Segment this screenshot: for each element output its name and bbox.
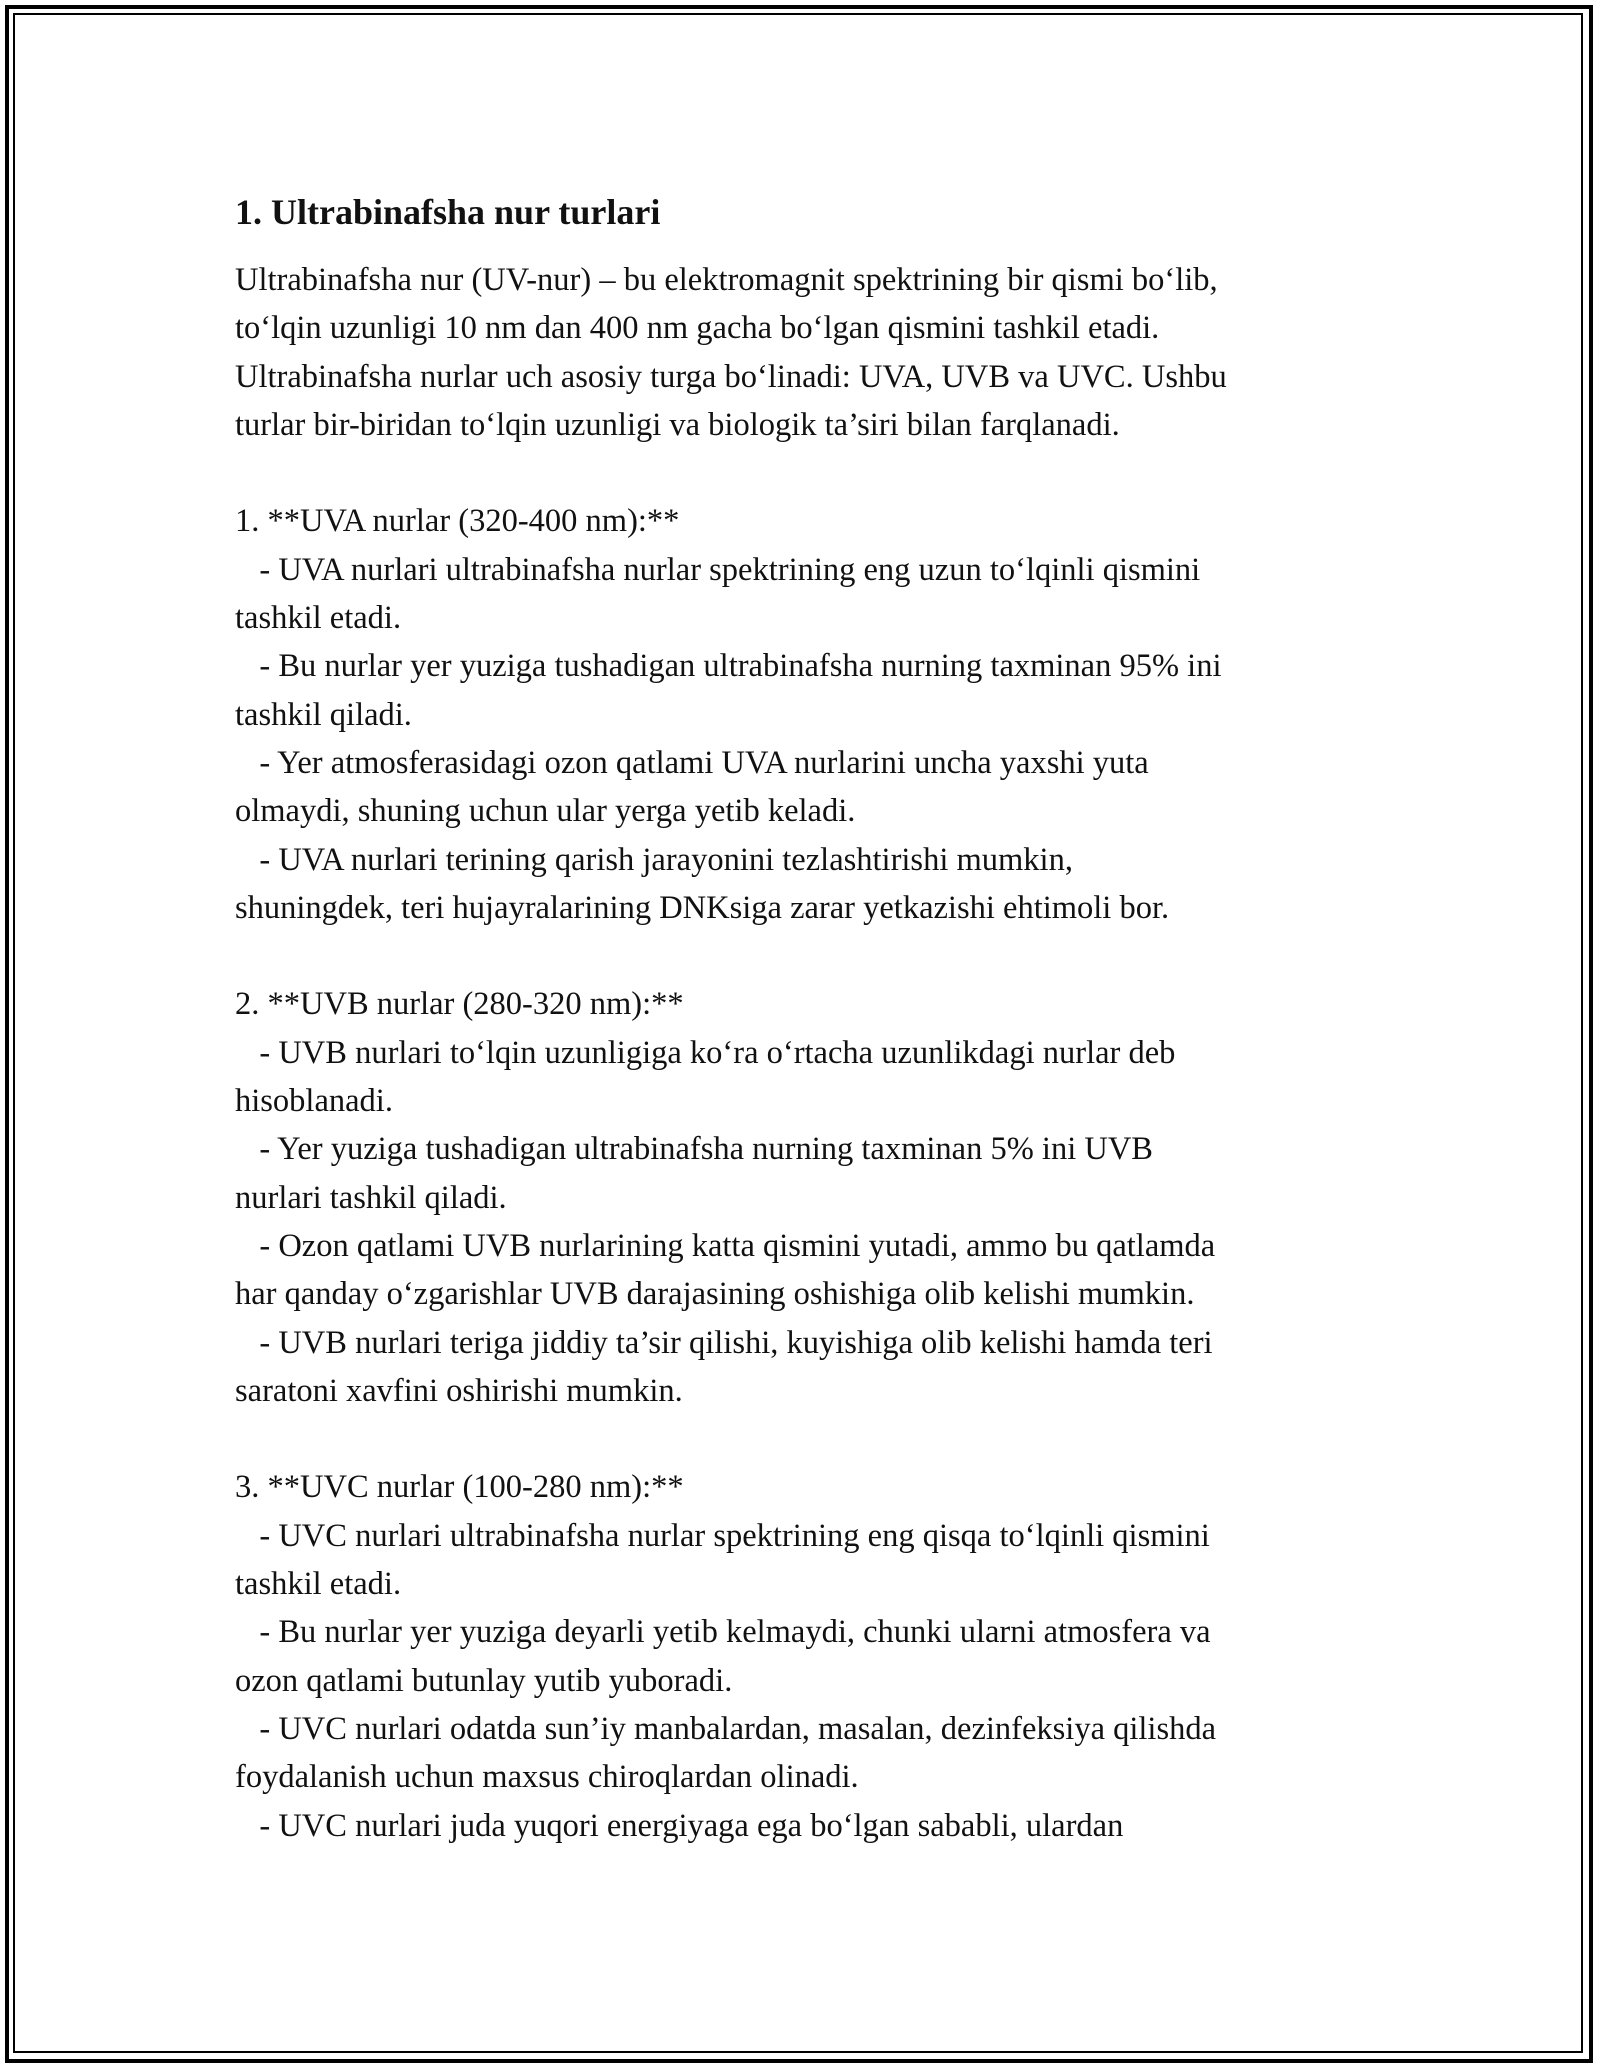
paragraph-gap xyxy=(235,449,1375,497)
text-line: foydalanish uchun maxsus chiroqlardan olinadi. xyxy=(235,1759,859,1796)
uvc-title: 3. **UVC nurlar (100-280 nm):** xyxy=(235,1469,684,1506)
uvb-section xyxy=(235,980,1375,1415)
text-line: turlar bir-biridan to‘lqin uzunligi va biologik ta’siri bilan farqlanadi. xyxy=(235,406,1120,443)
uvb-title: 2. **UVB nurlar (280-320 nm):** xyxy=(235,986,684,1023)
text-line: tashkil etadi. xyxy=(235,600,402,637)
text-line: - Bu nurlar yer yuziga deyarli yetib kelmaydi, chunki ularni atmosfera va xyxy=(235,1614,1211,1651)
text-line: - UVB nurlari to‘lqin uzunligiga ko‘ra o‘rtacha uzunlikdagi nurlar deb xyxy=(235,1034,1176,1071)
paragraph-gap xyxy=(235,1415,1375,1463)
text-line: tashkil qiladi. xyxy=(235,696,412,733)
uva-section xyxy=(235,497,1375,932)
text-line: - UVC nurlari odatda sun’iy manbalardan, masalan, dezinfeksiya qilishda xyxy=(235,1710,1217,1747)
text-line: to‘lqin uzunligi 10 nm dan 400 nm gacha bo‘lgan qismini tashkil etadi. xyxy=(235,310,1160,347)
text-line: - Yer atmosferasidagi ozon qatlami UVA nurlarini uncha yaxshi yuta xyxy=(235,744,1149,781)
text-line: - UVA nurlari ultrabinafsha nurlar spektrining eng uzun to‘lqinli qismini xyxy=(235,551,1201,588)
text-line: - Bu nurlar yer yuziga tushadigan ultrabinafsha nurning taxminan 95% ini xyxy=(235,648,1222,685)
paragraph-gap xyxy=(235,932,1375,980)
text-line: ozon qatlami butunlay yutib yuboradi. xyxy=(235,1662,733,1699)
text-line: shuningdek, teri hujayralarining DNKsiga zarar yetkazishi ehtimoli bor. xyxy=(235,889,1170,926)
section-heading: 1. Ultrabinafsha nur turlari xyxy=(235,192,661,232)
intro-paragraph xyxy=(235,256,1375,449)
text-line: nurlari tashkil qiladi. xyxy=(235,1179,507,1216)
text-line: hisoblanadi. xyxy=(235,1083,393,1120)
text-line: Ultrabinafsha nur (UV-nur) – bu elektromagnit spektrining bir qismi bo‘lib, xyxy=(235,262,1218,298)
text-line: - UVB nurlari teriga jiddiy ta’sir qilishi, kuyishiga olib kelishi hamda teri xyxy=(235,1324,1213,1361)
text-line: - UVC nurlari ultrabinafsha nurlar spektrining eng qisqa to‘lqinli qismini xyxy=(235,1517,1210,1554)
uvc-section xyxy=(235,1463,1375,1849)
text-line: har qanday o‘zgarishlar UVB darajasining oshishiga olib kelishi mumkin. xyxy=(235,1276,1195,1313)
text-line: olmaydi, shuning uchun ular yerga yetib keladi. xyxy=(235,793,856,830)
text-line: - UVC nurlari juda yuqori energiyaga ega bo‘lgan sababli, ulardan xyxy=(235,1807,1124,1844)
text-line: - UVA nurlari terining qarish jarayonini tezlashtirishi mumkin, xyxy=(235,841,1073,878)
uva-title: 1. **UVA nurlar (320-400 nm):** xyxy=(235,503,680,540)
text-line: saratoni xavfini oshirishi mumkin. xyxy=(235,1372,683,1409)
text-line: - Yer yuziga tushadigan ultrabinafsha nurning taxminan 5% ini UVB xyxy=(235,1131,1153,1168)
text-line: tashkil etadi. xyxy=(235,1566,402,1603)
document-body xyxy=(235,188,1375,1850)
text-line: Ultrabinafsha nurlar uch asosiy turga bo‘linadi: UVA, UVB va UVC. Ushbu xyxy=(235,358,1227,395)
text-line: - Ozon qatlami UVB nurlarining katta qismini yutadi, ammo bu qatlamda xyxy=(235,1227,1216,1264)
